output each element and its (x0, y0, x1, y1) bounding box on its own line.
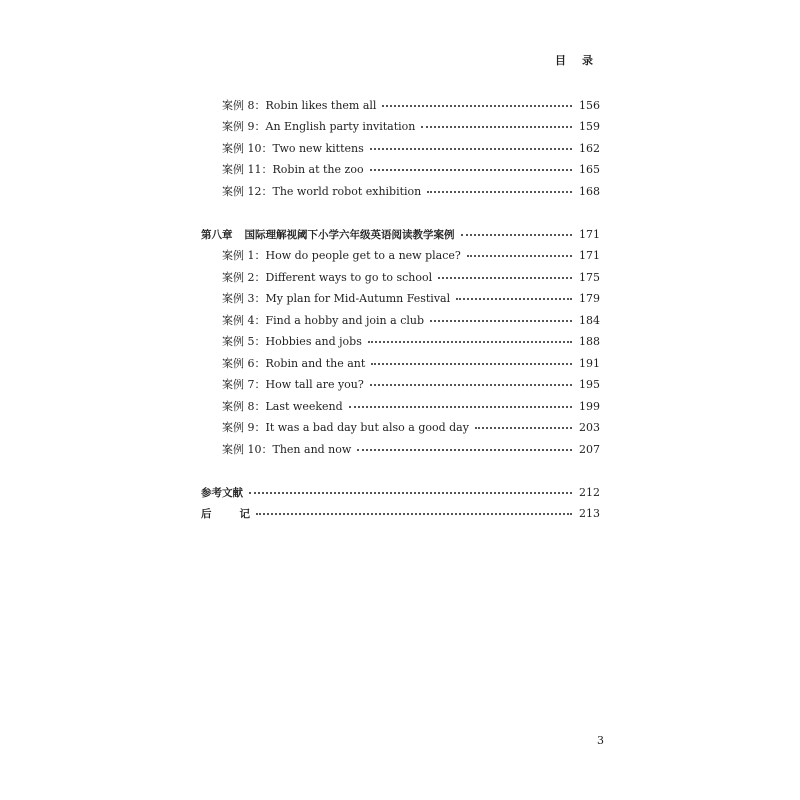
toc-entry-label: 案例 4：Find a hobby and join a club (222, 314, 424, 327)
toc-entry-page: 171 (579, 227, 600, 241)
toc-references[interactable] (201, 482, 600, 502)
toc-entry-page: 203 (579, 420, 600, 434)
toc-entry-case-2[interactable] (222, 267, 600, 287)
toc-entry-page: 168 (579, 184, 600, 198)
dot-leader (467, 255, 572, 257)
toc-entry-label: 案例 12：The world robot exhibition (222, 185, 422, 198)
dot-leader (368, 341, 572, 343)
toc-entry-page: 156 (579, 98, 600, 112)
toc-entry-page: 188 (579, 334, 600, 348)
dot-leader (427, 191, 572, 193)
toc-entry-page: 191 (579, 356, 600, 370)
dot-leader (256, 513, 572, 515)
toc-entry-case-1[interactable] (222, 245, 600, 265)
dot-leader (370, 384, 572, 386)
toc-chapter-8[interactable] (201, 224, 600, 244)
chapter-heading (201, 227, 455, 242)
toc-entry-label: 案例 9：An English party invitation (222, 120, 416, 133)
page-number: 3 (597, 734, 604, 747)
toc-entry-page: 171 (579, 248, 600, 262)
dot-leader (461, 234, 573, 236)
toc-entry-page: 212 (579, 485, 600, 499)
toc-entry-label: 案例 2：Different ways to go to school (222, 271, 433, 284)
toc-entry-case-9[interactable] (222, 116, 600, 136)
toc-entry-page: 213 (579, 506, 600, 520)
toc-entry-case-6[interactable] (222, 353, 600, 373)
dot-leader (349, 406, 572, 408)
toc-entry-case-10[interactable] (222, 138, 600, 158)
toc-entry-case-11[interactable] (222, 159, 600, 179)
dot-leader (430, 320, 572, 322)
toc-entry-case-3[interactable] (222, 288, 600, 308)
toc-entry-label: 案例 1：How do people get to a new place? (222, 249, 461, 262)
toc-entry-page: 195 (579, 377, 600, 391)
afterword-char-1: 后 (201, 507, 212, 520)
dot-leader (456, 298, 572, 300)
toc-entry-label: 案例 8：Robin likes them all (222, 99, 377, 112)
toc-entry-page: 207 (579, 442, 600, 456)
dot-leader (475, 427, 572, 429)
chapter-number: 第八章 (201, 228, 233, 241)
toc-entry-page: 199 (579, 399, 600, 413)
toc-entry-label: 案例 10：Two new kittens (222, 142, 364, 155)
running-head-title: 目录 (555, 54, 609, 67)
toc-entry-page: 165 (579, 162, 600, 176)
dot-leader (370, 169, 572, 171)
dot-leader (438, 277, 572, 279)
toc-entry-label: 案例 5：Hobbies and jobs (222, 335, 362, 348)
toc-entry-case-12[interactable] (222, 181, 600, 201)
toc-entry-case-4[interactable] (222, 310, 600, 330)
toc-entry-case-7[interactable] (222, 374, 600, 394)
dot-leader (370, 148, 572, 150)
chapter-title: 国际理解视阈下小学六年级英语阅读教学案例 (244, 228, 455, 241)
toc-entry-label: 案例 8：Last weekend (222, 400, 343, 413)
dot-leader (371, 363, 572, 365)
toc-entry-page: 159 (579, 119, 600, 133)
afterword-char-2: 记 (239, 507, 250, 520)
toc-entry-page: 175 (579, 270, 600, 284)
toc-entry-page: 184 (579, 313, 600, 327)
dot-leader (382, 105, 572, 107)
toc-entry-label: 案例 3：My plan for Mid-Autumn Festival (222, 292, 451, 305)
dot-leader (249, 492, 572, 494)
toc-entry-label: 案例 6：Robin and the ant (222, 357, 366, 370)
toc-entry-case-9b[interactable] (222, 417, 600, 437)
toc-entry-case-10b[interactable] (222, 439, 600, 459)
toc-entry-case-8[interactable] (222, 95, 600, 115)
dot-leader (421, 126, 572, 128)
toc-entry-label: 案例 7：How tall are you? (222, 378, 364, 391)
toc-entry-case-5[interactable] (222, 331, 600, 351)
dot-leader (357, 449, 572, 451)
toc-afterword[interactable] (201, 503, 600, 523)
toc-entry-page: 162 (579, 141, 600, 155)
toc-entry-label: 参考文献 (201, 486, 243, 499)
toc-entry-label: 案例 10：Then and now (222, 443, 352, 456)
toc-entry-label: 案例 9：It was a bad day but also a good day (222, 421, 469, 434)
toc-entry-case-8b[interactable] (222, 396, 600, 416)
toc-entry-page: 179 (579, 291, 600, 305)
toc-entry-label (201, 506, 250, 521)
toc-entry-label: 案例 11：Robin at the zoo (222, 163, 364, 176)
